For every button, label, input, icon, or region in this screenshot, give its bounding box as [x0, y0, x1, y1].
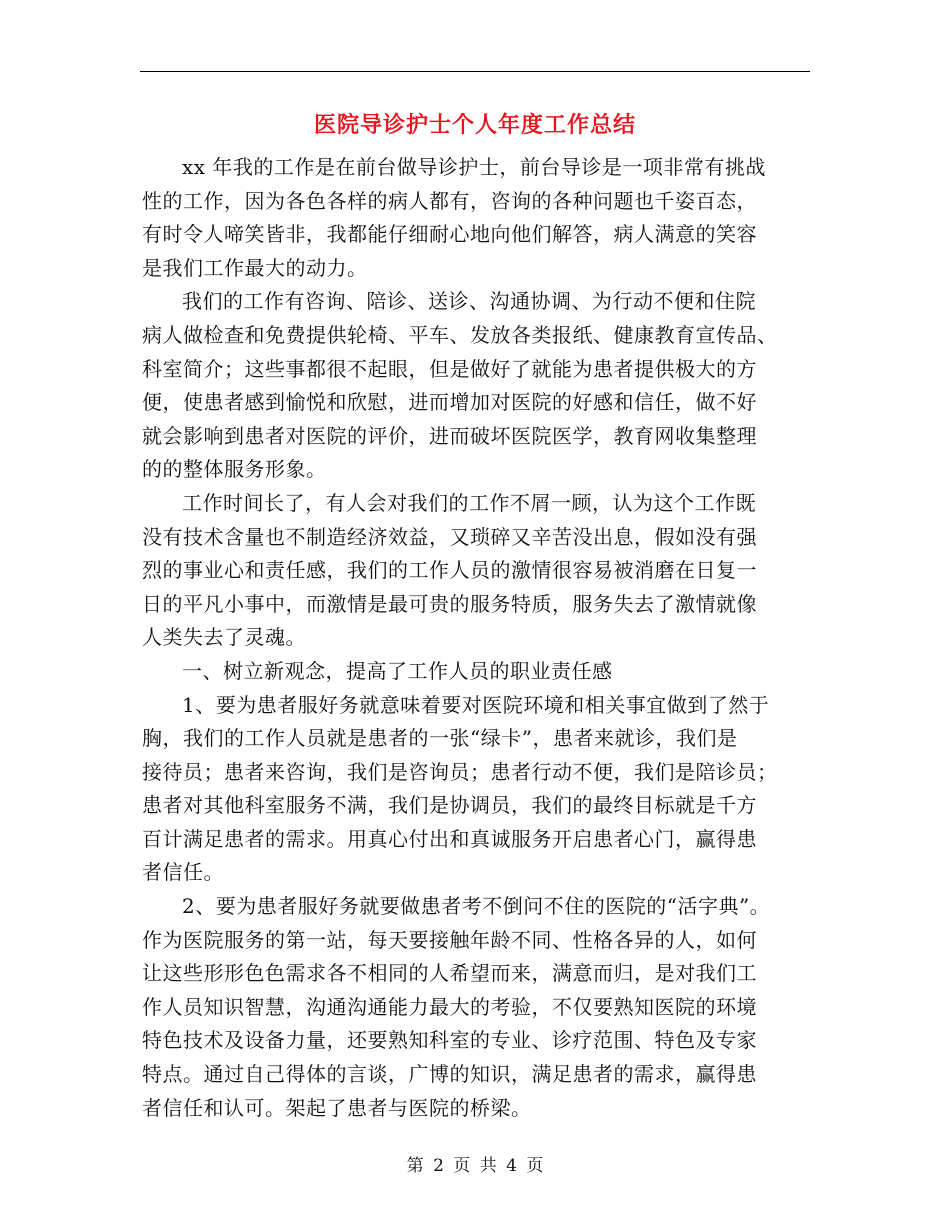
body-line: xx 年我的工作是在前台做导诊护士，前台导诊是一项非常有挑战 — [182, 155, 766, 179]
body-line: 作为医院服务的第一站，每天要接触年龄不同、性格各异的人，如何 — [142, 927, 757, 952]
body-line: 让这些形形色色需求各不相同的人希望而来，满意而归，是对我们工 — [142, 961, 757, 986]
document-body — [142, 151, 810, 1125]
body-line: 一、树立新观念，提高了工作人员的职业责任感 — [182, 658, 613, 683]
body-line: 胸，我们的工作人员就是患者的一张“绿卡”，患者来就诊，我们是 — [142, 726, 738, 751]
header-rule — [140, 71, 810, 72]
body-line: 有时令人啼笑皆非，我都能仔细耐心地向他们解答，病人满意的笑容 — [142, 222, 757, 247]
document-title: 医院导诊护士个人年度工作总结 — [313, 112, 636, 138]
body-line: 我们的工作有咨询、陪诊、送诊、沟通协调、为行动不便和住院 — [182, 289, 756, 314]
body-line: 的的整体服务形象。 — [142, 457, 327, 482]
body-line: 百计满足患者的需求。用真心付出和真诚服务开启患者心门，赢得患 — [142, 826, 757, 851]
body-line: 病人做检查和免费提供轮椅、平车、发放各类报纸、健康教育宣传品、 — [142, 322, 778, 347]
page-footer: 第 2 页 共 4 页 — [406, 1156, 544, 1176]
body-line: 烈的事业心和责任感，我们的工作人员的激情很容易被消磨在日复一 — [142, 558, 757, 583]
body-line: 患者对其他科室服务不满，我们是协调员，我们的最终目标就是千方 — [142, 793, 757, 818]
body-line: 性的工作，因为各色各样的病人都有，咨询的各种问题也千姿百态， — [142, 188, 757, 213]
body-line: 是我们工作最大的动力。 — [142, 255, 368, 280]
body-line: 者信任。 — [142, 860, 224, 885]
body-line: 工作时间长了，有人会对我们的工作不屑一顾，认为这个工作既 — [182, 490, 756, 515]
body-line: 就会影响到患者对医院的评价，进而破坏医院医学，教育网收集整理 — [142, 423, 757, 448]
body-line: 特色技术及设备力量，还要熟知科室的专业、诊疗范围、特色及专家 — [142, 1028, 757, 1053]
body-line: 没有技术含量也不制造经济效益，又琐碎又辛苦没出息，假如没有强 — [142, 524, 757, 549]
body-line: 特点。通过自己得体的言谈，广博的知识，满足患者的需求，赢得患 — [142, 1062, 757, 1087]
body-line: 者信任和认可。架起了患者与医院的桥梁。 — [142, 1095, 532, 1120]
body-line: 1、要为患者服好务就意味着要对医院环境和相关事宜做到了然于 — [182, 692, 770, 717]
body-line: 人类失去了灵魂。 — [142, 625, 306, 650]
body-line: 便，使患者感到愉悦和欣慰，进而增加对医院的好感和信任，做不好 — [142, 390, 757, 415]
body-line: 2、要为患者服好务就要做患者考不倒问不住的医院的“活字典”。 — [182, 894, 771, 919]
body-line: 日的平凡小事中，而激情是最可贵的服务特质，服务失去了激情就像 — [142, 591, 757, 616]
body-line: 科室简介；这些事都很不起眼，但是做好了就能为患者提供极大的方 — [142, 356, 757, 381]
body-line: 作人员知识智慧，沟通沟通能力最大的考验，不仅要熟知医院的环境 — [142, 994, 757, 1019]
body-line: 接待员；患者来咨询，我们是咨询员；患者行动不便，我们是陪诊员； — [142, 759, 778, 784]
